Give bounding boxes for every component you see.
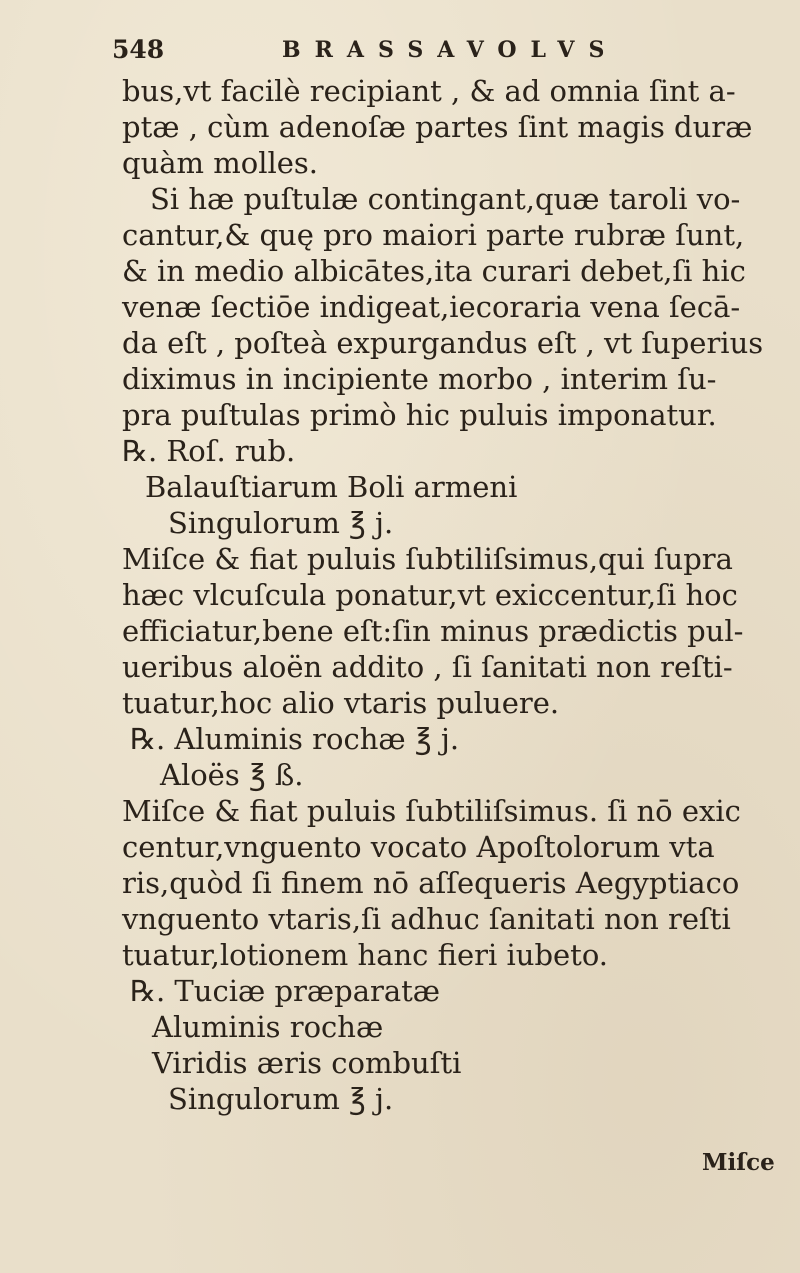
text-line: bus,vt facilè recipiant , & ad omnia ſint a- [122, 74, 736, 108]
text-line: Miſce & fiat puluis ſubtiliſsimus. ſi nō exic [122, 794, 741, 828]
recipe-line: ℞. Roſ. rub. [122, 434, 296, 468]
text-line: cantur,& quę pro maiori parte rubræ ſunt, [122, 218, 745, 252]
text-line: Si hæ puſtulæ contingant,quæ taroli vo- [150, 182, 741, 216]
recipe-line: ℞. Tuciæ præparatæ [130, 974, 441, 1008]
text-line: quàm molles. [122, 146, 319, 180]
text-line: ueribus aloën addito , ſi ſanitati non reſti- [122, 650, 733, 684]
recipe-line: ℞. Aluminis rochæ ℥ j. [130, 722, 460, 756]
text-line: tuatur,lotionem hanc fieri iubeto. [122, 938, 608, 972]
recipe-line: Aluminis rochæ [152, 1010, 384, 1044]
text-line: tuatur,hoc alio vtaris puluere. [122, 686, 560, 720]
text-line: vnguento vtaris,ſi adhuc ſanitati non reſti [122, 902, 731, 936]
text-line: & in medio albicātes,ita curari debet,ſi hic [122, 254, 746, 288]
text-line: pra puſtulas primò hic puluis imponatur. [122, 398, 717, 432]
text-line: ris,quòd ſi finem nō aſſequeris Aegyptiaco [122, 866, 740, 900]
text-line: ptæ , cùm adenoſæ partes ſint magis duræ [122, 110, 753, 144]
text-line: centur,vnguento vocato Apoſtolorum vta [122, 830, 715, 864]
text-line: da eſt , poſteà expurgandus eſt , vt ſuperius [122, 326, 764, 360]
text-line: diximus in incipiente morbo , interim ſu- [122, 362, 717, 396]
recipe-line: Singulorum ℥ j. [168, 506, 394, 540]
text-line: Miſce & fiat puluis ſubtiliſsimus,qui ſupra [122, 542, 733, 576]
page-header [112, 30, 712, 70]
text-line: efficiatur,bene eſt:ſin minus prædictis pul- [122, 614, 744, 648]
page-number: 548 [112, 35, 165, 64]
recipe-line: Singulorum ℥ j. [168, 1082, 394, 1116]
text-line: hæc vlcuſcula ponatur,vt exiccentur,ſi hoc [122, 578, 738, 612]
recipe-line: Viridis æris combuſti [152, 1046, 462, 1080]
recipe-line: Aloës ℥ ß. [160, 758, 304, 792]
running-head: BRASSAVOLVS [282, 37, 619, 63]
catchword: Miſce [702, 1149, 775, 1176]
text-line: venæ ſectiōe indigeat,iecoraria vena ſecā- [122, 290, 741, 324]
recipe-line: Balauſtiarum Boli armeni [145, 470, 518, 504]
